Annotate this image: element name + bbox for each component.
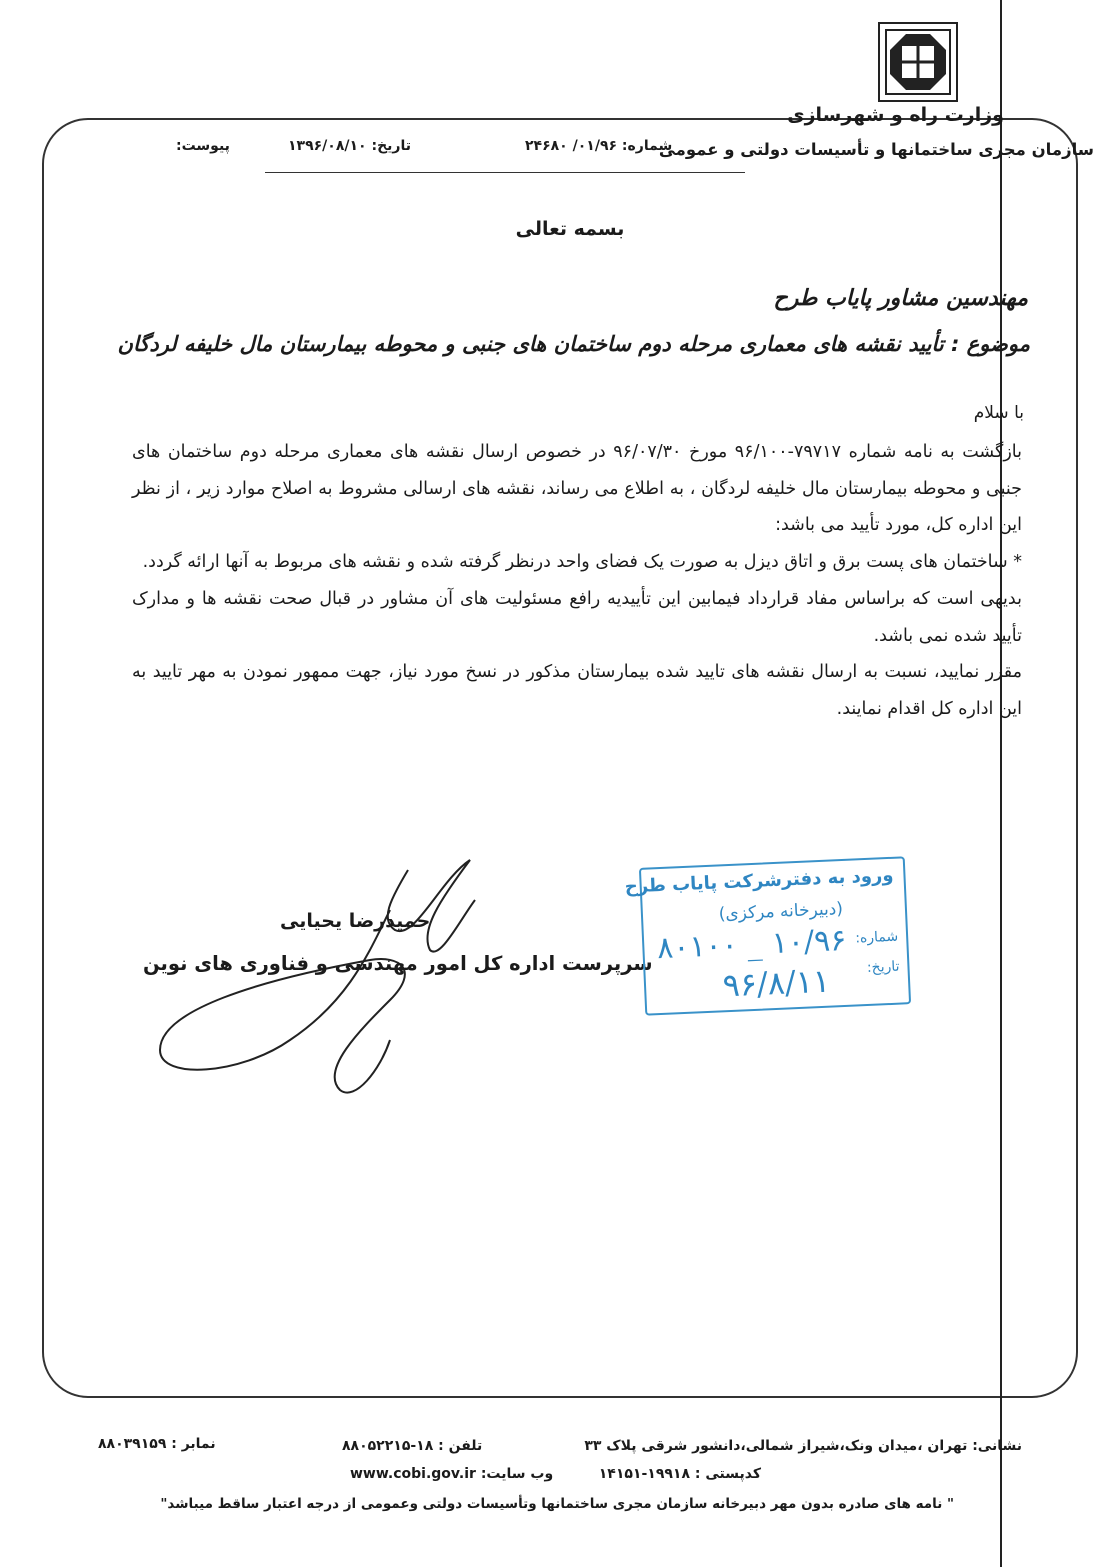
signatory-name: حمیدرضا یحیایی [280, 910, 431, 932]
header-divider [265, 172, 745, 173]
letter-body [132, 434, 1022, 728]
ministry-logo-icon [878, 22, 958, 102]
stamp-number-value: ۱۰/۹۶ _ ۸۰۱۰۰ [656, 922, 848, 967]
website-label: وب سایت: [480, 1466, 554, 1482]
signatory-title: سرپرست اداره کل امور مهندسی و فناوری های نوین [143, 952, 653, 975]
handwritten-signature [140, 840, 500, 1110]
received-stamp [624, 856, 911, 1015]
ministry-name: وزارت راه و شهرسازی [787, 104, 1004, 126]
number-label: شماره: [621, 138, 673, 154]
stamp-secretariat: (دبیرخانه مرکزی) [718, 899, 844, 925]
footer-phone: تلفن : ۱۸-۸۸۰۵۲۲۱۵ [342, 1438, 483, 1454]
letter-number [525, 138, 672, 154]
greeting: با سلام [973, 403, 1024, 423]
body-paragraph: بدیهی است که براساس مفاد قرارداد فیمابین این تأییدیه رافع مسئولیت های آن مشاور در قبال صحت نقشه ها و مدارک تأیید شده نمی باشد. [132, 588, 1022, 646]
scan-margin-line [1000, 0, 1002, 1567]
website-url[interactable]: www.cobi.gov.ir [350, 1466, 476, 1482]
footer-validity-note: " نامه های صادره بدون مهر دبیرخانه سازمان مجری ساختمانها وتأسیسات دولتی وعمومی از درجه اعتبار ساقط میباشد" [160, 1496, 954, 1512]
number-value: ۰۱/۹۶/ ۲۴۶۸۰ [525, 138, 618, 154]
footer-website [350, 1466, 553, 1482]
stamp-company: ورود به دفترشرکت پایاب طرح [624, 864, 894, 898]
footer-postal-code: کدپستی : ۱۹۹۱۸-۱۴۱۵۱ [598, 1466, 761, 1482]
organization-name: سازمان مجری ساختمانها و تأسیسات دولتی و عمومی [658, 140, 1094, 159]
stamp-date-value: ۹۶/۸/۱۱ [721, 961, 831, 1005]
body-paragraph: * ساختمان های پست برق و اتاق دیزل به صورت یک فضای واحد درنظر گرفته شده و نقشه های مربوط به آنها ارائه گردد. [142, 552, 1022, 573]
attachment-label: پیوست: [176, 138, 230, 154]
subject-line: موضوع : تأیید نقشه های معماری مرحله دوم ساختمان های جنبی و محوطه بیمارستان مال خلیفه لردگان [117, 332, 1030, 356]
footer-fax: نمابر : ۸۸۰۳۹۱۵۹ [98, 1436, 216, 1452]
body-paragraph: مقرر نمایید، نسبت به ارسال نقشه های تایید شده بیمارستان مذکور در نسخ مورد نیاز، جهت ممهور نمودن به مهر تایید به این اداره کل اقدام نمایند. [132, 662, 1022, 719]
stamp-number-label: شماره: [854, 928, 899, 947]
letter-date [288, 138, 411, 154]
stamp-date-label: تاریخ: [866, 958, 900, 977]
opening-phrase: بسمه تعالی [515, 218, 625, 240]
body-paragraph: بازگشت به نامه شماره ۷۹۷۱۷-۹۶/۱۰۰ مورخ ۹۶/۰۷/۳۰ در خصوص ارسال نقشه های معماری مرحله دوم ساختمان های جنبی و محوطه بیمارستان مال خلیفه لردگان ، به اطلاع می رساند، نقشه های ارسالی مشروط به اصلاح موارد زیر ، از نظر این اداره کل، مورد تأیید می باشد: [132, 442, 1022, 536]
date-label: تاریخ: [371, 138, 411, 154]
date-value: ۱۳۹۶/۰۸/۱۰ [288, 138, 367, 154]
addressee: مهندسین مشاور پایاب طرح [773, 286, 1028, 311]
footer-address: نشانی: تهران ،میدان ونک،شیراز شمالی،دانشور شرقی پلاک ۳۳ [584, 1438, 1022, 1454]
